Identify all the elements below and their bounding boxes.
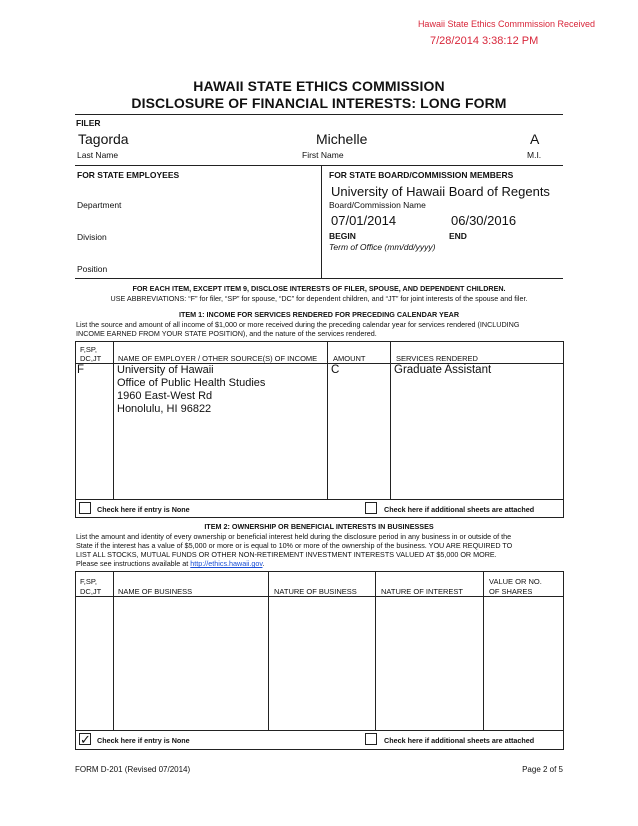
item1-heading: ITEM 1: INCOME FOR SERVICES RENDERED FOR PRECEDING CALENDAR YEAR — [178, 310, 460, 319]
divider — [321, 165, 322, 278]
item1-none-checkbox[interactable] — [79, 502, 91, 514]
item2-col-nature-business: NATURE OF BUSINESS — [274, 587, 357, 596]
received-datetime: 7/28/2014 3:38:12 PM — [430, 35, 539, 47]
item1-employer-line: Honolulu, HI 96822 — [117, 403, 212, 415]
filer-middle-initial: A — [530, 131, 540, 147]
item1-col-employer: NAME OF EMPLOYER / OTHER SOURCE(S) OF INCOME — [118, 354, 318, 363]
item1-col-amount: AMOUNT — [333, 354, 366, 363]
item2-sheets-label: Check here if additional sheets are attached — [384, 736, 535, 745]
item2-none-label: Check here if entry is None — [97, 736, 190, 745]
term-of-office-label: Term of Office (mm/dd/yyyy) — [329, 242, 436, 252]
state-employees-heading: FOR STATE EMPLOYEES — [77, 170, 180, 180]
divider — [268, 571, 269, 730]
last-name-label: Last Name — [77, 150, 119, 160]
filer-first-name: Michelle — [316, 131, 368, 147]
item2-col-fsp: DC,JT — [80, 587, 102, 596]
board-name: University of Hawaii Board of Regents — [331, 184, 550, 199]
item2-table — [75, 571, 564, 750]
item1-col-fsp: DC,JT — [80, 354, 102, 363]
divider — [113, 571, 114, 730]
item2-description-3: LIST ALL STOCKS, MUTUAL FUNDS OR OTHER NON-RETIREMENT INVESTMENT INTERESTS VALUED AT $5,000 OR MORE. — [76, 550, 497, 559]
item1-description-1: List the source and amount of all income of $1,000 or more received during the preceding calendar year for services rendered (INCLUDING — [76, 320, 520, 329]
divider — [75, 114, 563, 115]
item2-description-2: State if the interest has a value of $5,000 or more or is equal to 10% or more of the ownership of the business. YOU ARE REQUIRED TO — [76, 541, 513, 550]
first-name-label: First Name — [302, 150, 344, 160]
item1-employer-line: University of Hawaii — [117, 364, 214, 376]
filer-label: FILER — [76, 118, 101, 128]
item2-heading: ITEM 2: OWNERSHIP OR BENEFICIAL INTERESTS IN BUSINESSES — [204, 522, 434, 531]
item2-col-business: NAME OF BUSINESS — [118, 587, 193, 596]
board-name-label: Board/Commission Name — [329, 200, 426, 210]
item2-col-nature-interest: NATURE OF INTEREST — [381, 587, 463, 596]
term-begin-date: 07/01/2014 — [331, 213, 397, 228]
item2-description-4 — [76, 559, 264, 568]
begin-label: BEGIN — [329, 231, 356, 241]
term-end-date: 06/30/2016 — [451, 213, 517, 228]
divider — [390, 341, 391, 499]
divider — [113, 341, 114, 499]
item2-col-value: OF SHARES — [489, 587, 533, 596]
item1-employer-line: 1960 East-West Rd — [117, 390, 213, 402]
received-stamp: Hawaii State Ethics Commmission Received — [417, 19, 595, 29]
item2-col-value: VALUE OR NO. — [489, 577, 542, 586]
filer-last-name: Tagorda — [78, 131, 129, 147]
divider — [75, 499, 563, 500]
divider — [75, 730, 563, 731]
divider — [375, 571, 376, 730]
item1-services-value: Graduate Assistant — [394, 364, 492, 376]
divider — [75, 278, 563, 279]
position-label: Position — [77, 264, 108, 274]
item1-description-2: INCOME EARNED FROM YOUR STATE POSITION), and the nature of the services rendered. — [76, 329, 377, 338]
department-label: Department — [77, 200, 122, 210]
form-number: FORM D-201 (Revised 07/2014) — [75, 765, 191, 774]
item2-sheets-checkbox[interactable] — [365, 733, 377, 745]
form-title-2: DISCLOSURE OF FINANCIAL INTERESTS: LONG FORM — [131, 95, 507, 111]
divider — [75, 596, 563, 597]
item1-fsp-value: F — [77, 364, 85, 376]
board-members-heading: FOR STATE BOARD/COMMISSION MEMBERS — [329, 170, 514, 180]
item1-employer-line: Office of Public Health Studies — [117, 377, 266, 389]
item2-description-1: List the amount and identity of every ownership or beneficial interest held during the disclosure period in any business in or outside of the — [76, 532, 512, 541]
item1-col-services: SERVICES RENDERED — [396, 354, 478, 363]
item2-col-fsp: F,SP, — [80, 577, 97, 586]
divider — [483, 571, 484, 730]
item1-col-fsp: F,SP, — [80, 345, 97, 354]
mi-label: M.I. — [527, 150, 542, 160]
item1-sheets-checkbox[interactable] — [365, 502, 377, 514]
item1-amount-value: C — [331, 364, 340, 376]
end-label: END — [449, 231, 467, 241]
instructions-line-2: USE ABBREVIATIONS: “F” for filer, “SP” for spouse, “DC” for dependent children, and “JT” for joint interests of the spouse and filer. — [110, 294, 528, 303]
ethics-website-link[interactable]: http://ethics.hawaii.gov — [190, 559, 263, 568]
item2-none-checkbox[interactable]: ✓ — [80, 732, 91, 747]
item2-instructions-text: Please see instructions available at — [76, 559, 191, 568]
divider — [75, 165, 563, 166]
item2-instructions-suffix: . — [262, 559, 265, 568]
form-title-1: HAWAII STATE ETHICS COMMISSION — [193, 78, 445, 94]
divider — [327, 341, 328, 499]
item1-none-label: Check here if entry is None — [97, 505, 190, 514]
item1-sheets-label: Check here if additional sheets are attached — [384, 505, 535, 514]
division-label: Division — [77, 232, 107, 242]
page-number: Page 2 of 5 — [522, 765, 563, 774]
instructions-line-1: FOR EACH ITEM, EXCEPT ITEM 9, DISCLOSE INTERESTS OF FILER, SPOUSE, AND DEPENDENT CHILDREN. — [132, 284, 506, 293]
